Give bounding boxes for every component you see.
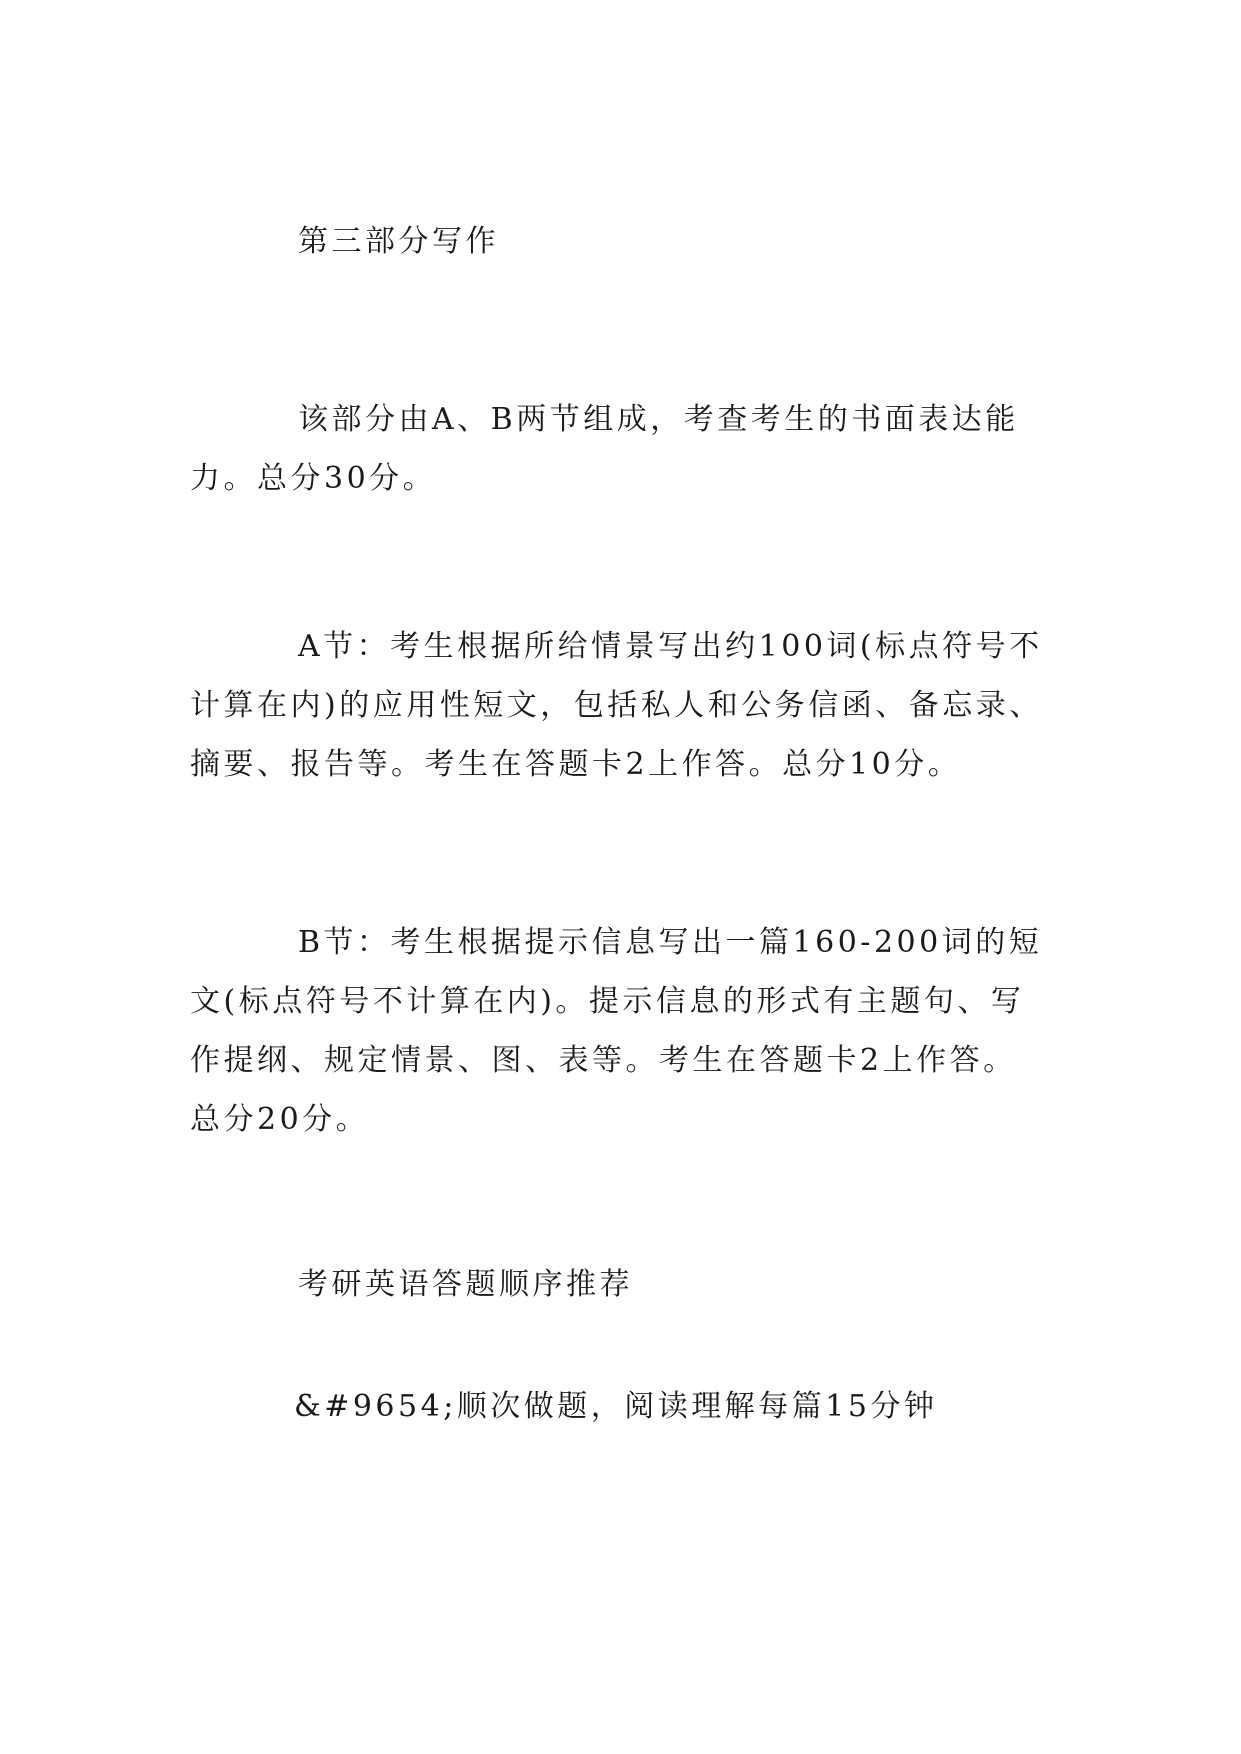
paragraph-answer-step: &#9654;顺次做题，阅读理解每篇15分钟 (294, 1389, 938, 1424)
heading-answer-order: 考研英语答题顺序推荐 (298, 1267, 633, 1302)
paragraph-writing-intro: 该部分由A、B两节组成，考查考生的书面表达能力。总分30分。 (190, 402, 1019, 496)
paragraph-section-b: B节：考生根据提示信息写出一篇160-200词的短文(标点符号不计算在内)。提示信息的形式有主题句、写作提纲、规定情景、图、表等。考生在答题卡2上作答。总分20分。 (190, 925, 1043, 1137)
section-heading-writing: 第三部分写作 (298, 224, 499, 259)
paragraph-section-a: A节：考生根据所给情景写出约100词(标点符号不计算在内)的应用性短文，包括私人和公务信函、备忘录、摘要、报告等。考生在答题卡2上作答。总分10分。 (190, 629, 1043, 782)
